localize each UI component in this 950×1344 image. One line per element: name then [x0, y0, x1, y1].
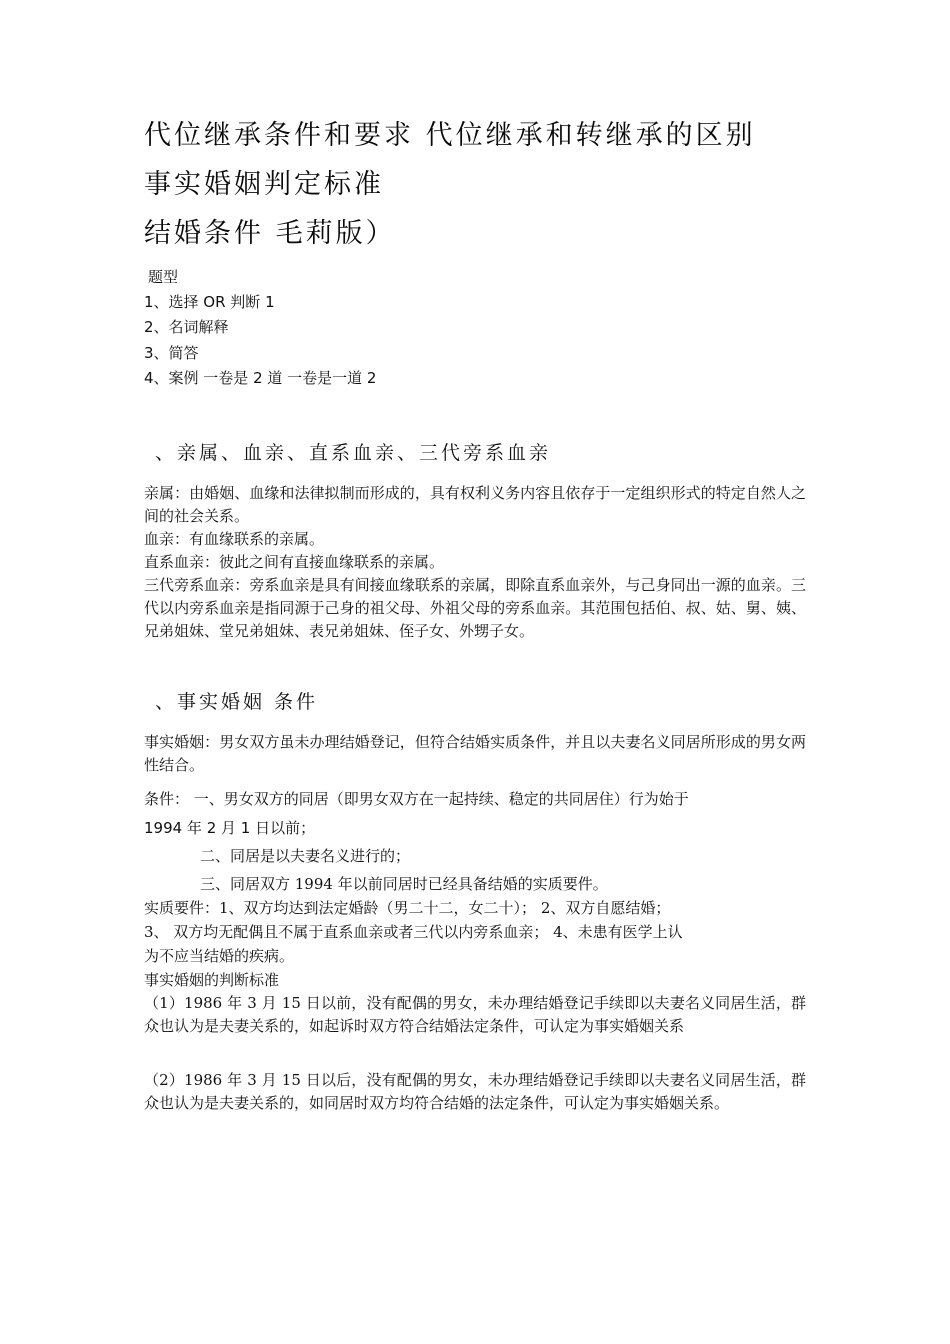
condition-3: 三、同居双方 1994 年以前同居时已经具备结婚的实质要件。	[200, 875, 608, 893]
judgment-standard-2: （2）1986 年 3 月 15 日以后，没有配偶的男女，未办理结婚登记手续即以夫妻名义同居生活，群众也认为是夫妻关系的，如同居时双方均符合结婚的法定条件，可认定为事实婚姻关系。	[144, 1071, 806, 1112]
section-heading: 、亲属、血亲、直系血亲、三代旁系血亲	[155, 442, 552, 464]
definition-collateral-blood: 三代旁系血亲：旁系血亲是具有间接血缘联系的亲属，即除直系血亲外，与己身同出一源的血亲。三代以内旁系血亲是指同源于己身的祖父母、外祖父母的旁系血亲。其范围包括伯、叔、姑、舅、姨、兄弟姐妹、堂兄弟姐妹、表兄弟姐妹、侄子女、外甥子女。	[144, 576, 806, 640]
question-type-item: 3、简答	[144, 344, 199, 362]
definition-de-facto-marriage: 事实婚姻：男女双方虽未办理结婚登记，但符合结婚实质条件，并且以夫妻名义同居所形成的男女两性结合。	[144, 733, 806, 774]
question-type-item: 4、案例 一卷是 2 道 一卷是一道 2	[144, 369, 377, 387]
substantive-requirements: 实质要件：1、双方均达到法定婚龄（男二十二，女二十）； 2、双方自愿结婚；	[144, 899, 671, 917]
substantive-requirements: 3、 双方均无配偶且不属于直系血亲或者三代以内旁系血亲； 4、未患有医学上认	[144, 923, 683, 941]
definition-blood-relatives: 血亲：有血缘联系的亲属。	[144, 530, 325, 548]
title-line-1: 代位继承条件和要求 代位继承和转继承的区别	[144, 120, 756, 151]
title-line-3: 结婚条件 毛莉版）	[144, 218, 396, 249]
condition-1: 条件： 一、男女双方的同居（即男女双方在一起持续、稳定的共同居住）行为始于	[144, 790, 689, 808]
question-type-item: 1、选择 OR 判断 1	[144, 293, 275, 311]
question-types-label: 题型	[148, 268, 179, 286]
condition-1-date: 1994 年 2 月 1 日以前；	[144, 819, 316, 837]
substantive-requirements: 为不应当结婚的疾病。	[144, 947, 295, 965]
judgment-standard-1: （1）1986 年 3 月 15 日以前，没有配偶的男女，未办理结婚登记手续即以夫妻名义同居生活，群众也认为是夫妻关系的，如起诉时双方符合结婚法定条件，可认定为事实婚姻关系	[144, 994, 806, 1035]
title-line-2: 事实婚姻判定标准	[144, 169, 384, 200]
judgment-standard-title: 事实婚姻的判断标准	[144, 971, 280, 989]
question-type-item: 2、名词解释	[144, 318, 229, 336]
definition-direct-blood: 直系血亲：彼此之间有直接血缘联系的亲属。	[144, 553, 445, 571]
definition-relatives: 亲属：由婚姻、血缘和法律拟制而形成的，具有权利义务内容且依存于一定组织形式的特定自然人之间的社会关系。	[144, 484, 806, 525]
section-heading: 、事实婚姻 条件	[155, 691, 319, 713]
condition-2: 二、同居是以夫妻名义进行的；	[200, 847, 411, 865]
